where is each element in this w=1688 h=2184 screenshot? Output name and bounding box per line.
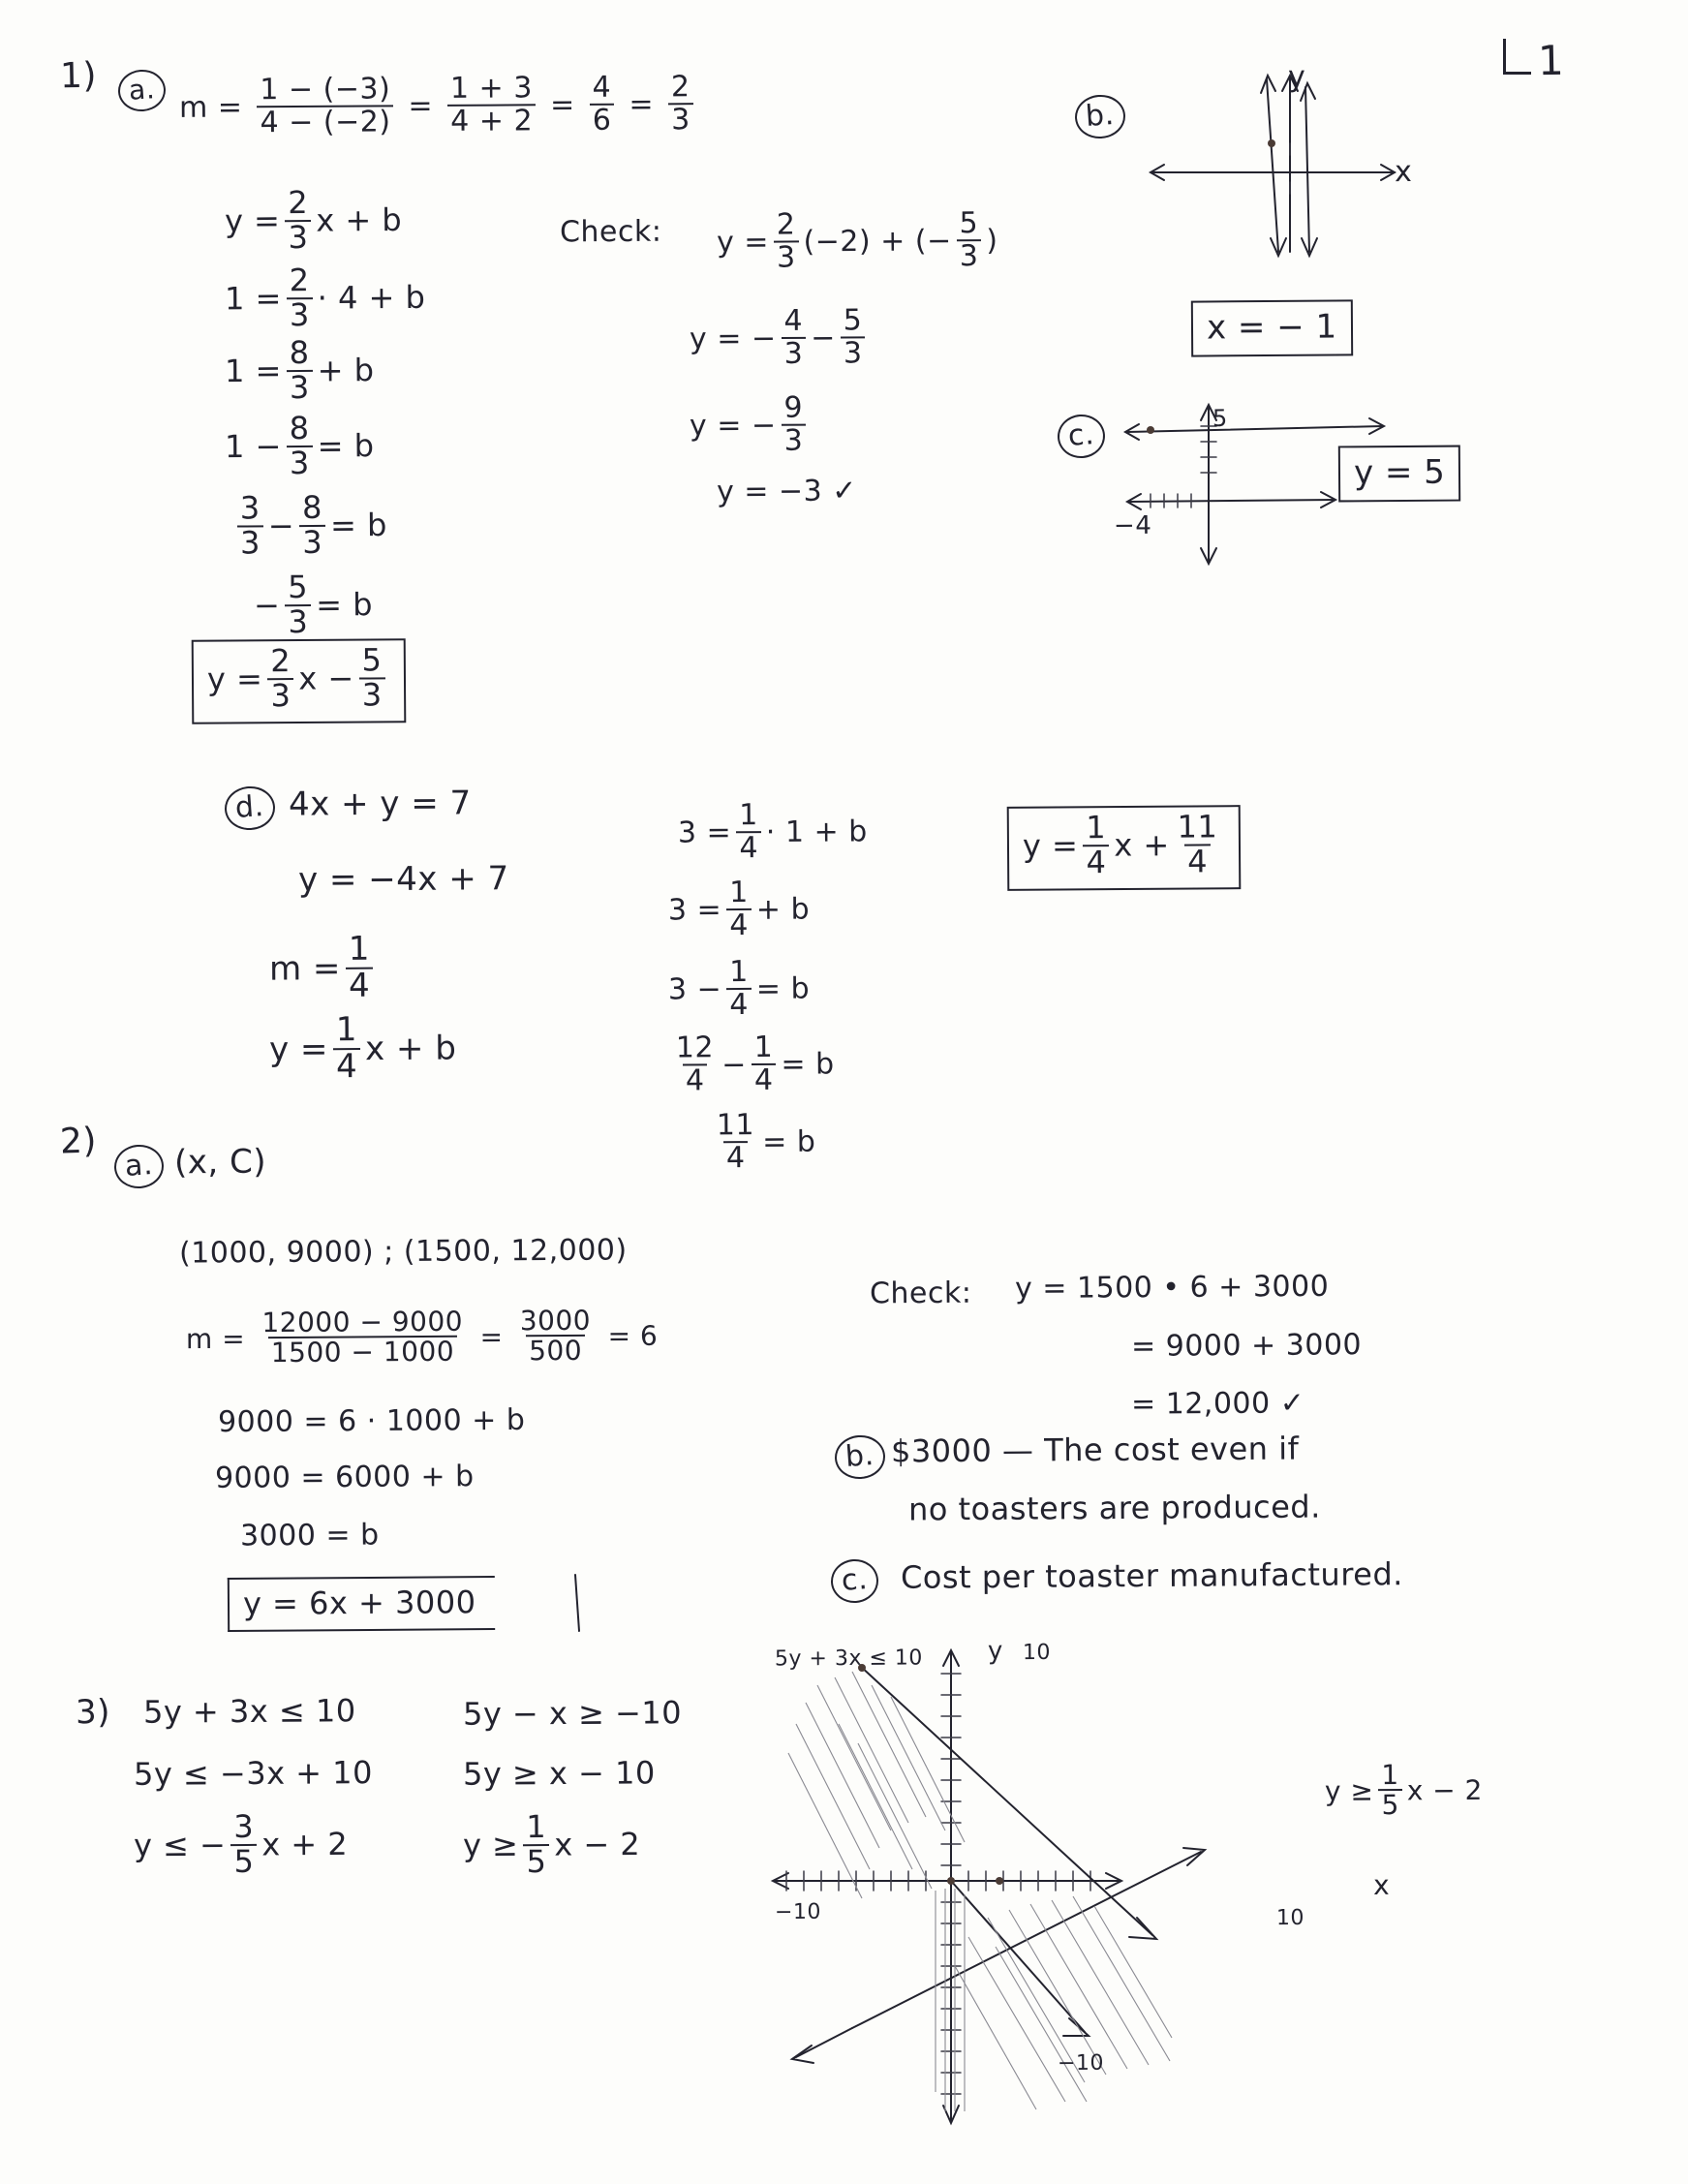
problem-1a-check-title: Check: [559,214,662,250]
problem-1a-marker: a. [118,70,166,111]
problem-1c-answer: y = 5 [1338,446,1461,503]
page-number: 1 [1537,36,1565,85]
problem-3-right-line-1: 5y − x ≥ −10 [462,1694,683,1733]
problem-1c-marker: c. [1058,415,1105,458]
problem-3-label: 3) [75,1692,111,1733]
problem-3-tick-label-neg10-x: −10 [774,1899,822,1925]
problem-3-graph [746,1627,1385,2169]
problem-1d-line-2: y = −4x + 7 [297,859,509,900]
problem-1a-check-line-1: y = $\frac{2}{3}$ (−2) + (− $\frac{5}{3}$ ) [716,206,998,275]
problem-1d-line-4: y = $\frac{1}{4}$ x + b [268,1010,457,1086]
problem-3-graph-label-2: y ≥ $\frac{1}{5}$ x − 2 [1324,1759,1484,1822]
problem-1d-mid-line-3: 3 − $\frac{1}{4}$ = b [667,954,811,1022]
problem-2a-header: (x, C) [173,1142,267,1183]
problem-1a-check-line-3: y = − $\frac{9}{3}$ [690,395,812,459]
problem-3-left-line-2: 5y ≤ −3x + 10 [133,1754,374,1793]
problem-2a-check-line-2: = 9000 + 3000 [1130,1328,1363,1364]
problem-2b-text-line-2: no toasters are produced. [907,1488,1321,1528]
problem-2a-points: (1000, 9000) ; (1500, 12,000) [178,1233,628,1271]
problem-1a-slope-expression: m = $\frac{1 - (-3)}{4 - (-2)}$ = $\frac{1 + 3}{4 + 2}$ = $\frac{4}{6}$ = $\frac{2}{3}$ [179,74,698,140]
problem-2-label: 2) [59,1121,98,1162]
problem-1a-check-line-4: y = −3 ✓ [716,474,857,509]
problem-2a-work-line-3: 3000 = b [239,1518,380,1553]
problem-3-tick-label-neg10-y: −10 [1057,2050,1105,2076]
problem-1d-answer: y = $\frac{1}{4}$ x + $\frac{11}{4}$ [1007,805,1242,891]
problem-2c-marker: c. [831,1559,878,1603]
problem-1-label: 1) [59,55,98,97]
problem-3-graph-label-1: 5y + 3x ≤ 10 [774,1646,923,1672]
problem-1d-mid-line-4: $\frac{12}{4}$ − $\frac{1}{4}$ = b [675,1030,835,1097]
problem-2b-marker: b. [835,1435,885,1479]
problem-2a-slope: m = $\frac{12000 - 9000}{1500 - 1000}$ = $\frac{3000}{500}$ = 6 [185,1304,659,1369]
problem-3-x-axis-label: x [1372,1868,1391,1902]
problem-1a-answer: y = $\frac{2}{3}$ x − $\frac{5}{3}$ [192,638,406,724]
problem-1b-y-axis-label: y [1287,59,1306,95]
problem-1d-mid-line-5: $\frac{11}{4}$ = b [716,1108,816,1175]
problem-1a-work-line-4: 1 − $\frac{8}{3}$ = b [224,409,375,481]
problem-2a-answer-box-right-edge [569,1573,589,1635]
problem-2a-marker: a. [114,1145,164,1188]
problem-1a-work-line-1: y = $\frac{2}{3}$ x + b [224,184,403,256]
problem-1b-answer: x = − 1 [1191,299,1353,356]
problem-1d-line-3: m = $\frac{1}{4}$ [269,935,379,1006]
problem-3-tick-label-pos10-x: 10 [1275,1905,1305,1931]
problem-1b-x-axis-label: x [1394,154,1413,190]
problem-1a-check-line-2: y = − $\frac{4}{3}$ − $\frac{5}{3}$ [690,307,871,371]
problem-2a-check-line-3: = 12,000 ✓ [1130,1386,1305,1422]
problem-1b-marker: b. [1075,95,1125,138]
problem-1d-mid-line-1: 3 = $\frac{1}{4}$ · 1 + b [677,798,868,865]
problem-2a-check-title: Check: [869,1276,972,1311]
problem-2a-work-line-1: 9000 = 6 · 1000 + b [217,1402,526,1440]
problem-3-left-line-3: y ≤ − $\frac{3}{5}$ x + 2 [133,1807,349,1880]
problem-1d-marker: d. [225,786,275,830]
page-corner-mark [1503,39,1531,75]
problem-1a-work-line-2: 1 = $\frac{2}{3}$ · 4 + b [224,261,426,333]
problem-2a-work-line-2: 9000 = 6000 + b [214,1460,475,1495]
problem-3-y-axis-label: y [987,1636,1003,1667]
problem-2a-answer: y = 6x + 3000 [228,1576,496,1632]
problem-2c-text: Cost per toaster manufactured. [900,1555,1404,1596]
problem-1d-mid-line-2: 3 = $\frac{1}{4}$ + b [667,875,811,942]
problem-1d-line-1: 4x + y = 7 [288,784,472,824]
problem-2a-check-line-1: y = 1500 • 6 + 3000 [1014,1269,1330,1307]
problem-3-right-line-3: y ≥ $\frac{1}{5}$ x − 2 [462,1808,641,1880]
problem-3-right-line-2: 5y ≥ x − 10 [462,1754,656,1793]
problem-1c-tick-label-5: 5 [1212,404,1228,433]
problem-3-left-line-1: 5y + 3x ≤ 10 [142,1692,356,1731]
problem-3-tick-label-pos10-y: 10 [1022,1640,1052,1666]
problem-1a-work-line-6: − $\frac{5}{3}$ = b [253,569,374,640]
problem-1c-neg-label: −4 [1113,510,1152,541]
problem-1a-work-line-3: 1 = $\frac{8}{3}$ + b [224,333,375,406]
problem-2b-text-line-1: $3000 — The cost even if [890,1430,1300,1470]
problem-1a-work-line-5: $\frac{3}{3}$ − $\frac{8}{3}$ = b [232,493,387,561]
